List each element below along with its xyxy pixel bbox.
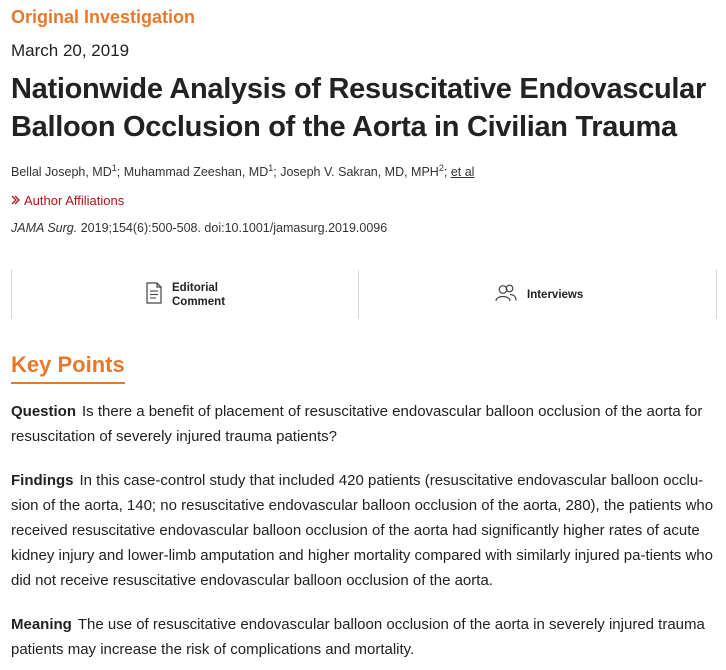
article-type-label: Original Investigation (11, 7, 196, 27)
author-affiliations-toggle[interactable] (11, 193, 124, 208)
author-affiliation-number: 2 (438, 163, 444, 173)
question-label: Question (11, 403, 77, 420)
citation (11, 221, 387, 235)
article-title: Nationwide Analysis of Resuscitative Endovascular Balloon Occlusion of the Aorta in Civilian Trauma (11, 73, 706, 143)
journal-abbrev: JAMA Surg. (11, 221, 78, 235)
key-point-findings (11, 468, 715, 593)
editorial-comment-link[interactable] (146, 270, 225, 319)
et-al-link[interactable]: et al (450, 165, 475, 180)
editorial-label-line2: Comment (172, 295, 226, 308)
author-affiliation-number: 1 (111, 163, 117, 173)
author-affiliations-label: Author Affiliations (24, 193, 125, 208)
key-point-meaning (11, 612, 715, 662)
interviews-link[interactable] (495, 270, 583, 319)
publication-date: March 20, 2019 (11, 41, 130, 60)
meaning-label: Meaning (11, 616, 72, 633)
key-point-question (11, 399, 715, 449)
document-icon (146, 282, 172, 307)
citation-details: 2019;154(6):500-508. doi:10.1001/jamasurg.2019.0096 (77, 221, 388, 235)
author-name[interactable]: Joseph V. Sakran, MD, MPH (280, 165, 439, 180)
meaning-text: The use of resuscitative endovascular balloon occlusion of the aorta in severely injured trauma patients may increase the risk of complications and mortality. (11, 616, 705, 658)
interviews-label: Interviews (527, 288, 584, 301)
editorial-label-line1: Editorial (172, 281, 219, 294)
author-name[interactable]: Bellal Joseph, MD (11, 165, 112, 180)
divider (358, 270, 359, 319)
findings-text: In this case-control study that included 420 patients (resuscitative endovascular balloon occlu-sion of the aorta, 140; no resuscitative endovascular balloon occlusion of the aorta, 280), the patients who received resuscitative endovascular balloon occlusion of the aorta had significantly higher rates of acute kidney injury and lower-limb amputation and higher mortality compared with similarly injured pa-tients who did not receive resuscitative endovascular balloon occlusion of the aorta. (11, 472, 714, 589)
chevron-right-icon (11, 193, 20, 208)
findings-label: Findings (11, 472, 74, 489)
question-text: Is there a benefit of placement of resuscitative endovascular balloon occlusion of the aorta for resuscitation of severely injured trauma patients? (11, 403, 703, 445)
author-list: Bellal Joseph, $MD^1$; Muhammad Zeeshan, $MD^1$; Joseph V. Sakran, MD, MPH$^2$; et al (11, 163, 475, 180)
editorial-comment-label (172, 281, 225, 309)
related-links-bar (11, 270, 717, 319)
key-points-heading: Key Points (11, 352, 125, 384)
author-affiliation-number: 1 (268, 163, 274, 173)
people-icon (495, 284, 527, 305)
author-name[interactable]: Muhammad Zeeshan, MD (123, 165, 269, 180)
